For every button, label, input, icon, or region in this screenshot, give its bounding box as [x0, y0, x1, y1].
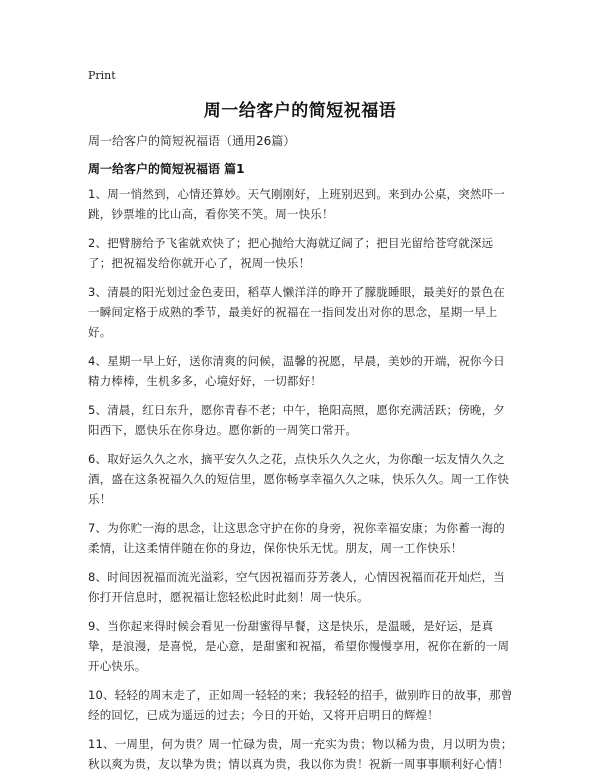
list-item: 6、取好运久久之水，摘平安久久之花，点快乐久久之火，为你酿一坛友情久久之酒，盛在这条祝福久久的短信里，愿你畅享幸福久久之味，快乐久久。周一工作快乐！: [88, 452, 510, 506]
section-heading: 周一给客户的简短祝福语 篇1: [88, 162, 245, 176]
list-item: 2、把臂膀给予飞雀就欢快了；把心抛给大海就辽阔了；把目光留给苍穹就深远了；把祝福发给你就开心了，祝周一快乐！: [88, 236, 494, 270]
blessing-list: [88, 184, 514, 783]
list-item: 10、轻轻的周末走了，正如周一轻轻的来；我轻轻的招手，做别昨日的故事，那曾经的回忆，已成为遥远的过去；今日的开始，又将开启明日的辉煌！: [88, 688, 513, 722]
list-item: 8、时间因祝福而流光溢彩，空气因祝福而芬芳袭人，心情因祝福而花开灿烂，当你打开信息时，愿祝福让您轻松此时此刻！周一快乐。: [88, 570, 506, 604]
list-item: 1、周一悄然到，心情还算妙。天气刚刚好，上班别迟到。来到办公桌，突然吓一跳，钞票堆的比山高，看你笑不笑。周一快乐！: [88, 187, 506, 221]
list-item: 7、为你贮一海的思念，让这思念守护在你的身旁，祝你幸福安康；为你蓄一海的柔情，让这柔情伴随在你的身边，保你快乐无忧。朋友，周一工作快乐！: [88, 521, 506, 555]
list-item: 9、当你起来得时候会看见一份甜蜜得早餐，这是快乐，是温暖，是好运，是真挚，是浪漫，是喜悦，是心意，是甜蜜和祝福，希望你慢慢享用，祝你在新的一周开心快乐。: [88, 619, 510, 673]
document-subtitle: 周一给客户的简短祝福语（通用26篇）: [88, 134, 296, 148]
list-item: 3、清晨的阳光划过金色麦田，稻草人懒洋洋的睁开了朦胧睡眼，最美好的景色在一瞬间定格于成熟的季节，最美好的祝福在一指间发出对你的思念，星期一早上好。: [88, 285, 506, 339]
list-item: 4、星期一早上好，送你清爽的问候，温馨的祝愿，早晨，美妙的开端，祝你今日精力棒棒，生机多多，心境好好，一切都好！: [88, 354, 506, 388]
list-item: 11、一周里，何为贵？周一忙碌为贵，周一充实为贵；物以稀为贵，月以明为贵；秋以爽为贵，友以挚为贵；情以真为贵，我以你为贵！祝新一周事事顺利好心情！: [88, 737, 513, 771]
list-item: 5、清晨，红日东升，愿你青春不老；中午，艳阳高照，愿你充满活跃；傍晚，夕阳西下，愿快乐在你身边。愿你新的一周笑口常开。: [88, 403, 506, 437]
print-link[interactable]: Print: [88, 69, 116, 82]
page-title: 周一给客户的简短祝福语: [203, 101, 397, 121]
